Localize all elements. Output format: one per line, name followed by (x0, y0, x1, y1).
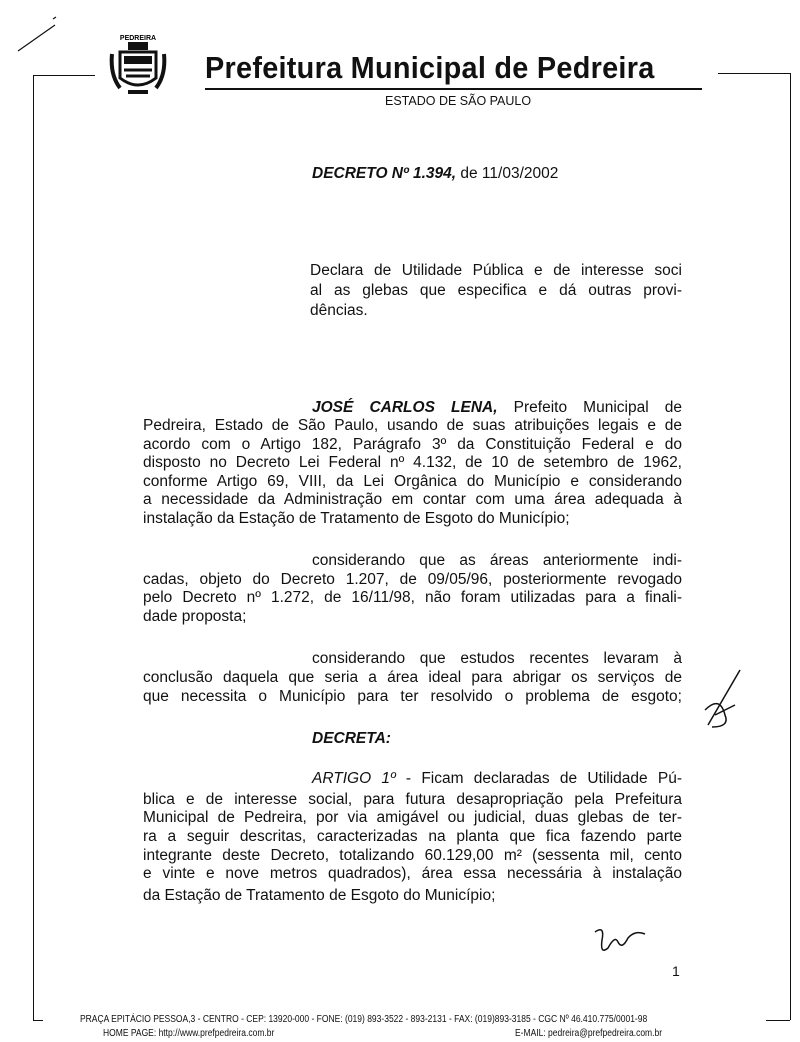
paragraph-line: instalação da Estação de Tratamento de Esgoto do Município; (143, 510, 570, 527)
paragraph-line: pelo Decreto nº 1.272, de 16/11/98, não foram utilizadas para a finali- (143, 589, 682, 606)
footer-homepage[interactable]: HOME PAGE: http://www.prefpedreira.com.br (103, 1028, 275, 1039)
paragraph-line: blica e de interesse social, para futura desapropriação pela Prefeitura (143, 791, 682, 808)
paragraph-line: a necessidade da Administração em contar com uma área adequada à (143, 491, 682, 508)
paragraph-line (312, 770, 682, 788)
signature (590, 920, 650, 960)
paragraph-line: conforme Artigo 69, VIII, da Lei Orgânica do Município e considerando (143, 473, 682, 490)
paragraph-line: dade proposta; (143, 608, 247, 625)
coat-of-arms-logo (108, 30, 168, 100)
text-span: - Ficam declaradas de Utilidade Pú- (405, 770, 682, 787)
footer-email[interactable]: E-MAIL: pedreira@prefpedreira.com.br (515, 1028, 663, 1039)
paragraph-line: integrante deste Decreto, totalizando 60.129,00 m² (sessenta mil, cento (143, 847, 682, 864)
frame-line (33, 75, 95, 76)
frame-line (790, 73, 791, 1020)
paragraph-line: disposto no Decreto Lei Federal nº 4.132, de 10 de setembro de 1962, (143, 454, 682, 471)
summary-line: Declara de Utilidade Pública e de interesse soci (310, 262, 682, 279)
paragraph-line: acordo com o Artigo 182, Parágrafo 3º da Constituição Federal e do (143, 436, 682, 453)
paragraph-line: e vinte e nove metros quadrados), área essa necessária à instalação (143, 865, 682, 882)
paragraph-line: ra a seguir descritas, caracterizadas na planta que fica fazendo parte (143, 828, 682, 845)
paragraph-line: da Estação de Tratamento de Esgoto do Município; (143, 887, 496, 904)
decree-date: de 11/03/2002 (456, 165, 559, 182)
paragraph-line: Pedreira, Estado de São Paulo, usando de suas atribuições legais e de (143, 417, 682, 434)
paragraph-line: conclusão daquela que seria a área ideal para abrigar os serviços de (143, 669, 682, 686)
decree-heading (312, 165, 558, 183)
frame-line (718, 73, 790, 74)
text-span: Prefeito Municipal de (513, 399, 683, 416)
paragraph-line (312, 399, 682, 417)
footer-address: PRAÇA EPITÁCIO PESSOA,3 - CENTRO - CEP: 13920-000 - FONE: (019) 893-3522 - 893-2131 - FAX: (019)893-3185 - CGC Nº 46.410.775/0001-98 (80, 1014, 648, 1025)
paragraph-line: Municipal de Pedreira, por via amigável ou judicial, duas glebas de ter- (143, 809, 682, 826)
frame-line (33, 1020, 43, 1021)
frame-line (766, 1020, 790, 1021)
paragraph-line: considerando que estudos recentes levaram à (312, 650, 682, 667)
frame-line (33, 75, 34, 1020)
initials-signature (700, 665, 750, 735)
mayor-name: JOSÉ CARLOS LENA, (312, 399, 498, 416)
svg-text:PEDREIRA: PEDREIRA (119, 35, 157, 42)
pen-mark-icon (15, 15, 60, 55)
decreta-heading: DECRETA: (312, 730, 391, 747)
page-number: 1 (672, 963, 680, 979)
paragraph-line: que necessita o Município para ter resolvido o problema de esgoto; (143, 688, 682, 705)
decree-number: DECRETO Nº 1.394, (312, 165, 457, 182)
paragraph-line: cadas, objeto do Decreto 1.207, de 09/05/96, posteriormente revogado (143, 571, 682, 588)
summary-line: dências. (310, 302, 368, 319)
header-underline (205, 88, 702, 90)
article-label: ARTIGO 1º (312, 770, 396, 787)
page-title: Prefeitura Municipal de Pedreira (205, 50, 655, 85)
paragraph-line: considerando que as áreas anteriormente indi- (312, 552, 682, 569)
summary-line: al as glebas que especifica e dá outras provi- (310, 282, 682, 299)
state-subtitle: ESTADO DE SÃO PAULO (385, 94, 532, 108)
